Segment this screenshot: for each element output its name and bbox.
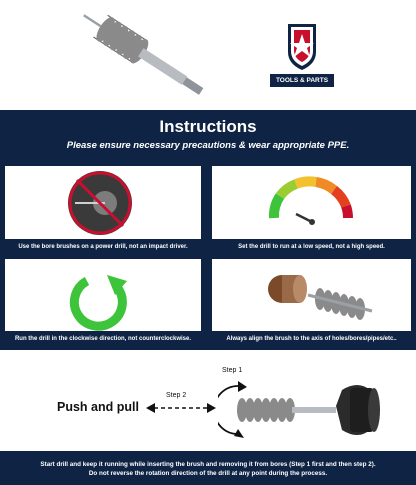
push-pull-arrow-icon [146, 402, 216, 414]
bore-brush-image [70, 8, 220, 103]
brush-in-pipe-icon [212, 259, 411, 331]
instructions-header [0, 110, 416, 162]
panel-1-caption: Use the bore brushes on a power drill, not an impact driver. [18, 244, 188, 250]
panel-alignment [212, 259, 411, 331]
logo-caption: TOOLS & PARTS [270, 74, 334, 87]
drill-chuck-icon [5, 166, 201, 239]
footer-line-1: Start drill and keep it running while inserting the brush and removing it from bores (Step 1 first and then step 2). [40, 461, 376, 468]
footer-line-2: Do not reverse the rotation direction of the drill at any point during the process. [88, 470, 328, 477]
panel-clockwise [5, 259, 201, 331]
panel-3-caption: Run the drill in the clockwise direction, not counterclockwise. [14, 336, 192, 342]
push-pull-label: Push and pull [57, 400, 139, 414]
panel-2-caption: Set the drill to run at a low speed, not a high speed. [238, 244, 385, 250]
panel-low-speed [212, 166, 411, 239]
panel-power-drill [5, 166, 201, 239]
footer-instructions [0, 451, 416, 485]
instruction-grid [0, 162, 416, 350]
drill-with-brush-image [218, 376, 398, 446]
clockwise-arrow-icon [5, 259, 201, 331]
page-subtitle: Please ensure necessary precautions & wear appropriate PPE. [66, 140, 350, 151]
panel-4-caption: Always align the brush to the axis of holes/bores/pipes/etc.. [226, 336, 397, 342]
page-title: Instructions [159, 117, 257, 136]
step-1-label: Step 1 [222, 367, 243, 374]
step-2-label: Step 2 [166, 392, 187, 399]
shield-star-icon [270, 20, 334, 72]
speed-gauge-icon [212, 166, 411, 239]
